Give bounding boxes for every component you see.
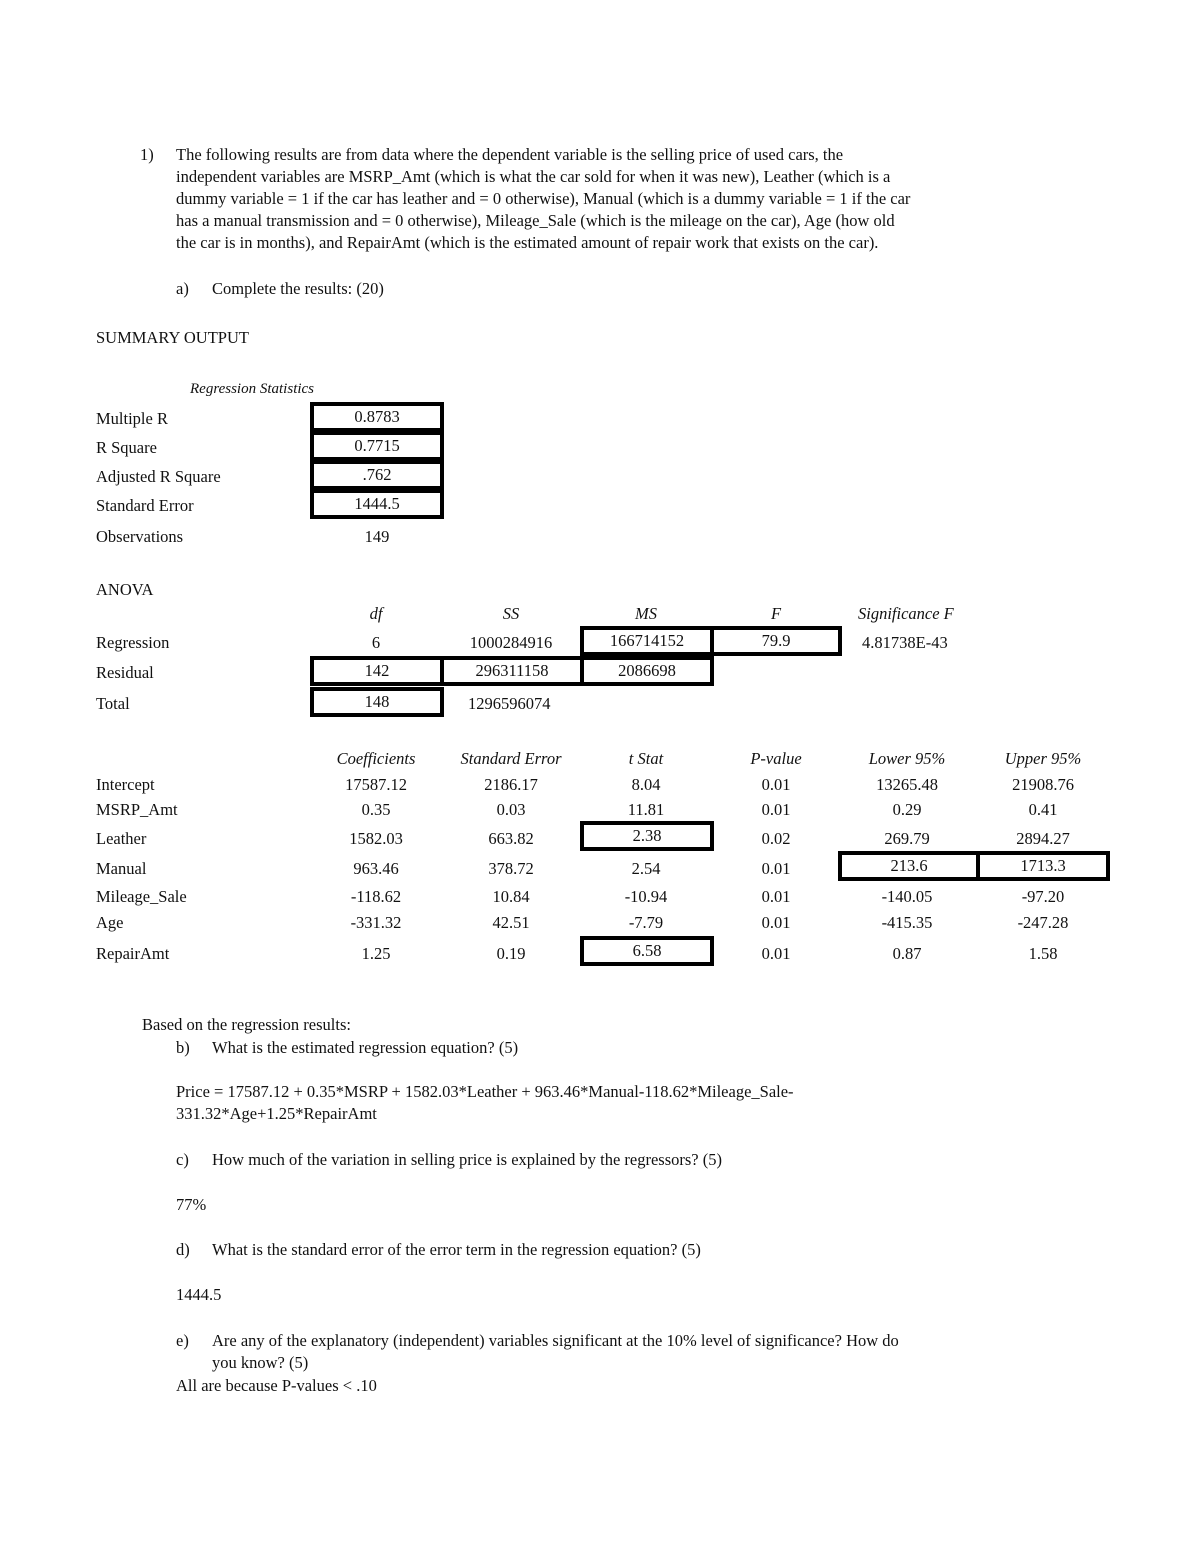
question-text-line: has a manual transmission and = 0 otherwise), Mileage_Sale (which is the mileage on the car), Age (how old: [176, 211, 895, 230]
question-number: 1): [140, 145, 154, 164]
part-c-letter: c): [176, 1150, 189, 1169]
coef-cell: -97.20: [1021, 887, 1065, 906]
coef-cell: 0.01: [761, 944, 791, 963]
stat-label-standard-error: Standard Error: [96, 496, 194, 515]
coef-cell: 0.01: [761, 800, 791, 819]
anova-regression-ss: 1000284916: [469, 633, 553, 652]
coef-cell: 378.72: [488, 859, 534, 878]
question-text-line: the car is in months), and RepairAmt (which is the estimated amount of repair work that exists on the car).: [176, 233, 879, 252]
stat-value-r-square: 0.7715: [310, 431, 444, 461]
coef-row-label: Intercept: [96, 775, 155, 794]
coef-cell: 1582.03: [349, 829, 403, 848]
summary-title: SUMMARY OUTPUT: [96, 328, 249, 347]
anova-header-ms: MS: [635, 604, 657, 623]
stat-value-observations: 149: [364, 527, 390, 546]
coef-cell: 11.81: [627, 800, 665, 819]
coef-cell: 1.25: [361, 944, 391, 963]
coef-row-label: Manual: [96, 859, 147, 878]
coef-row-label: RepairAmt: [96, 944, 170, 963]
anova-title: ANOVA: [96, 580, 154, 599]
part-a-text: Complete the results: (20): [212, 279, 384, 298]
coef-cell: 0.29: [892, 800, 922, 819]
anova-header-significance-f: Significance F: [858, 604, 954, 623]
anova-total-df: 148: [310, 687, 444, 717]
coef-cell: -415.35: [881, 913, 933, 932]
coef-cell: 0.03: [496, 800, 526, 819]
coef-header-p-value: P-value: [750, 749, 802, 768]
part-b-answer: Price = 17587.12 + 0.35*MSRP + 1582.03*Leather + 963.46*Manual-118.62*Mileage_Sale-: [176, 1082, 794, 1101]
coef-cell-boxed: 2.38: [580, 821, 714, 851]
part-b-answer-cont: 331.32*Age+1.25*RepairAmt: [176, 1104, 377, 1123]
anova-regression-significance-f: 4.81738E-43: [862, 633, 948, 652]
stat-value-multiple-r: 0.8783: [310, 402, 444, 432]
coef-cell: 0.01: [761, 913, 791, 932]
coef-cell: 0.01: [761, 775, 791, 794]
part-b-question: What is the estimated regression equation? (5): [212, 1038, 519, 1057]
anova-header-ss: SS: [502, 604, 520, 623]
coef-cell: 0.02: [761, 829, 791, 848]
coef-cell: 13265.48: [876, 775, 938, 794]
coef-cell: 8.04: [631, 775, 661, 794]
coef-cell: 0.01: [761, 859, 791, 878]
coef-cell: -118.62: [350, 887, 402, 906]
coef-cell: 963.46: [353, 859, 399, 878]
stat-label-adjusted-r-square: Adjusted R Square: [96, 467, 221, 486]
coef-cell: -247.28: [1017, 913, 1069, 932]
part-e-question-cont: you know? (5): [212, 1353, 309, 1372]
coef-cell: 269.79: [884, 829, 930, 848]
anova-residual-ss: 296311158: [440, 656, 584, 686]
coef-cell: 0.35: [361, 800, 391, 819]
part-e-question: Are any of the explanatory (independent) variables significant at the 10% level of significance? How do: [212, 1331, 899, 1350]
coef-cell: -331.32: [350, 913, 402, 932]
part-e-answer: All are because P-values < .10: [176, 1376, 377, 1395]
regression-statistics-heading: Regression Statistics: [190, 381, 315, 397]
part-d-answer: 1444.5: [176, 1285, 222, 1304]
coef-cell: -7.79: [628, 913, 664, 932]
anova-regression-ms: 166714152: [580, 626, 714, 656]
question-text-line: The following results are from data where the dependent variable is the selling price of used cars, the: [176, 145, 844, 164]
coef-header-standard-error: Standard Error: [460, 749, 562, 768]
part-b-letter: b): [176, 1038, 190, 1057]
coef-cell: 663.82: [488, 829, 534, 848]
coef-cell: 2.54: [631, 859, 661, 878]
followup-intro: Based on the regression results:: [142, 1015, 351, 1034]
anova-label-residual: Residual: [96, 663, 154, 682]
coef-row-label: Mileage_Sale: [96, 887, 187, 906]
coef-cell-boxed: 1713.3: [976, 851, 1110, 881]
coef-cell-boxed: 6.58: [580, 936, 714, 966]
coef-header-lower-95: Lower 95%: [868, 749, 946, 768]
stat-label-multiple-r: Multiple R: [96, 409, 168, 428]
coef-cell: -10.94: [624, 887, 668, 906]
anova-label-regression: Regression: [96, 633, 170, 652]
coef-cell: 17587.12: [345, 775, 407, 794]
coef-cell: 2894.27: [1016, 829, 1070, 848]
part-d-letter: d): [176, 1240, 190, 1259]
coef-cell: 1.58: [1028, 944, 1058, 963]
coef-cell: 0.01: [761, 887, 791, 906]
anova-residual-ms: 2086698: [580, 656, 714, 686]
coef-cell: 2186.17: [484, 775, 538, 794]
part-e-letter: e): [176, 1331, 189, 1350]
coef-cell: 0.41: [1028, 800, 1058, 819]
anova-header-df: df: [369, 604, 383, 623]
coef-row-label: Age: [96, 913, 124, 932]
anova-regression-df: 6: [371, 633, 381, 652]
coef-header-coefficients: Coefficients: [336, 749, 416, 768]
coef-cell: 10.84: [492, 887, 530, 906]
coef-header-upper-95: Upper 95%: [1004, 749, 1082, 768]
coef-cell: -140.05: [881, 887, 933, 906]
anova-residual-df: 142: [310, 656, 444, 686]
coef-cell: 42.51: [492, 913, 530, 932]
stat-label-observations: Observations: [96, 527, 184, 546]
anova-regression-f: 79.9: [710, 626, 842, 656]
anova-label-total: Total: [96, 694, 130, 713]
stat-label-r-square: R Square: [96, 438, 157, 457]
coef-header-t-stat: t Stat: [628, 749, 664, 768]
coef-cell: 0.19: [496, 944, 526, 963]
coef-cell: 21908.76: [1012, 775, 1074, 794]
part-c-question: How much of the variation in selling price is explained by the regressors? (5): [212, 1150, 722, 1169]
question-text-line: dummy variable = 1 if the car has leather and = 0 otherwise), Manual (which is a dummy variable = 1 if the car: [176, 189, 911, 208]
anova-total-ss: 1296596074: [468, 694, 551, 713]
part-d-question: What is the standard error of the error term in the regression equation? (5): [212, 1240, 701, 1259]
coef-row-label: Leather: [96, 829, 147, 848]
coef-row-label: MSRP_Amt: [96, 800, 178, 819]
stat-value-adjusted-r-square: .762: [310, 460, 444, 490]
coef-cell: 0.87: [892, 944, 922, 963]
part-a-letter: a): [176, 279, 189, 298]
stat-value-standard-error: 1444.5: [310, 489, 444, 519]
anova-header-f: F: [770, 604, 782, 623]
question-text-line: independent variables are MSRP_Amt (which is what the car sold for when it was new), Leather (which is a: [176, 167, 891, 186]
coef-cell-boxed: 213.6: [838, 851, 980, 881]
part-c-answer: 77%: [176, 1195, 207, 1214]
